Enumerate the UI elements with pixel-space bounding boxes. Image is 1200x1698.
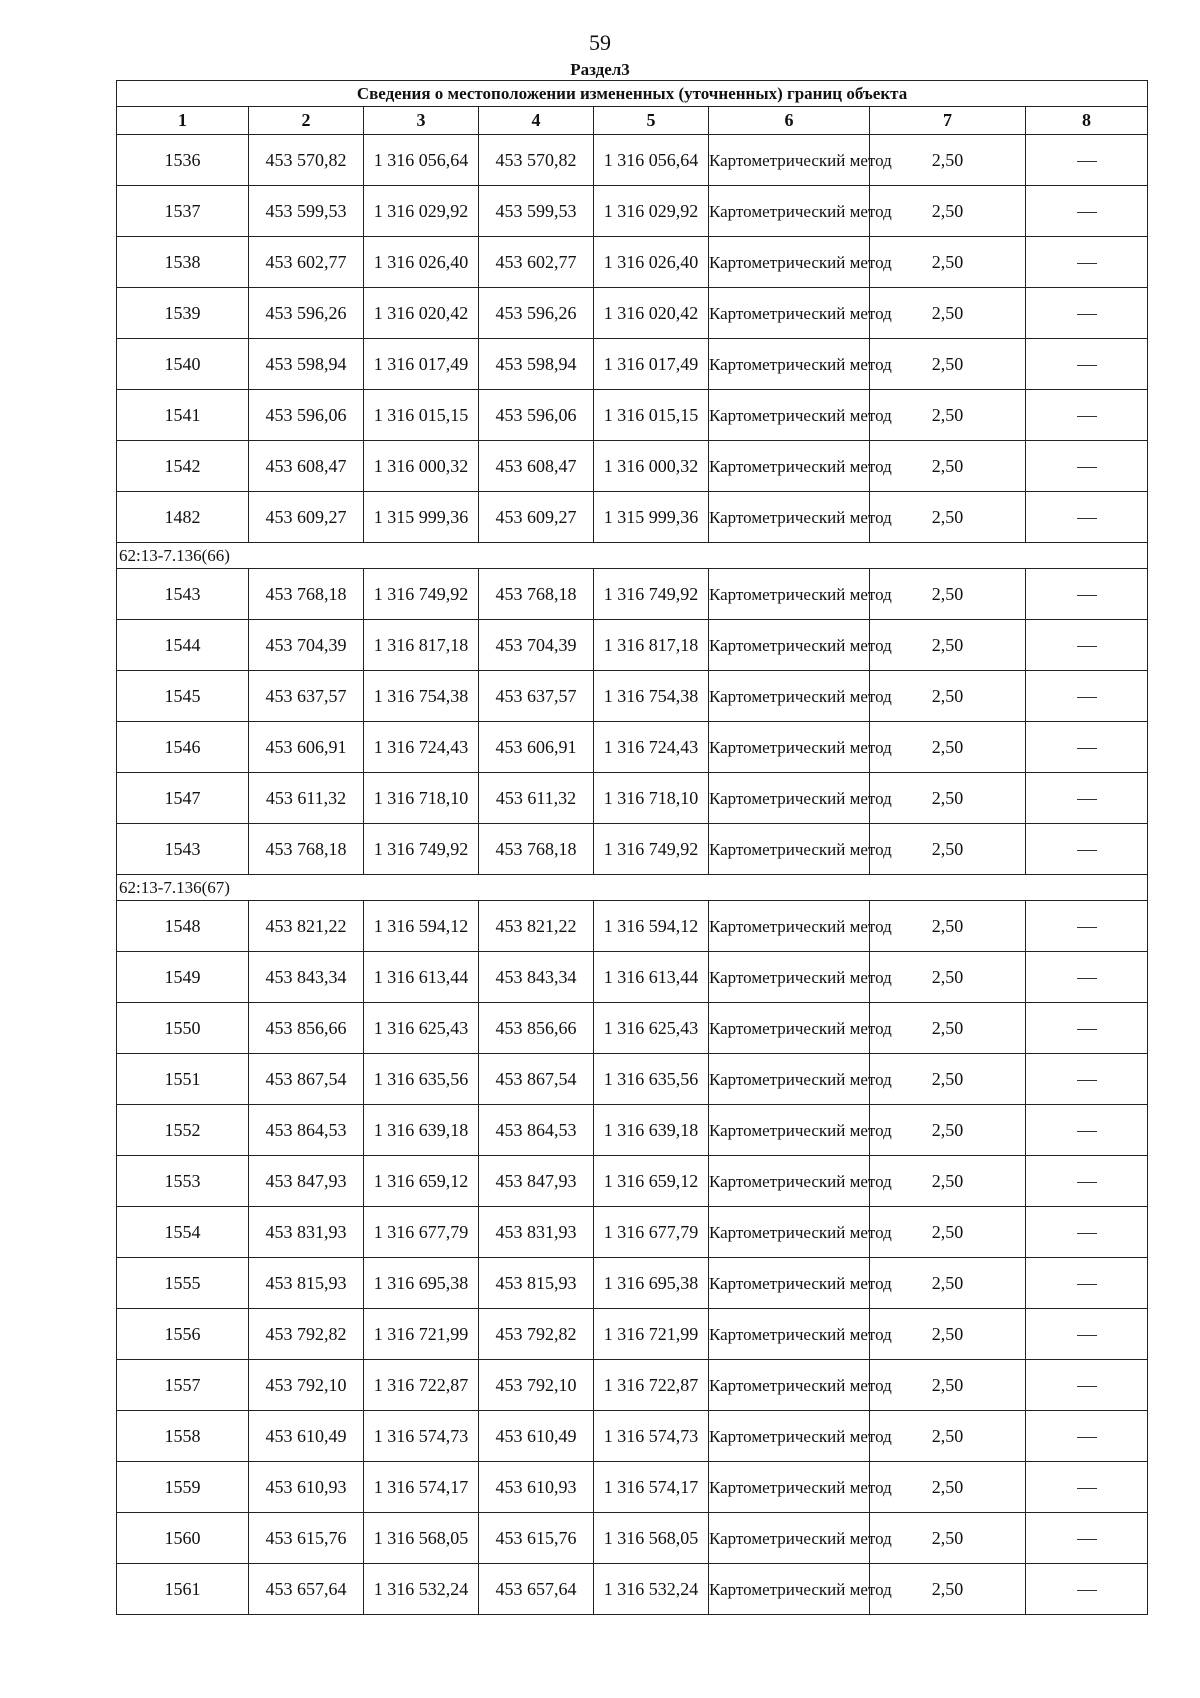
table-cell-col-7: 2,50 (870, 824, 1026, 875)
table-row (117, 773, 1148, 824)
dash-mark (1077, 161, 1097, 162)
table-cell-col-3: 1 316 749,92 (364, 824, 479, 875)
table-cell-col-1: 1545 (117, 671, 249, 722)
table-cell-col-4: 453 831,93 (479, 1207, 594, 1258)
table-cell-col-3: 1 316 817,18 (364, 620, 479, 671)
table-cell-col-2: 453 637,57 (249, 671, 364, 722)
table-row (117, 569, 1148, 620)
group-row (117, 875, 1148, 901)
table-cell-col-7: 2,50 (870, 1360, 1026, 1411)
table-cell-col-5: 1 315 999,36 (594, 492, 709, 543)
table-cell-col-6: Картометрический метод (709, 492, 870, 543)
table-cell-col-8 (1026, 1003, 1148, 1054)
table-row (117, 339, 1148, 390)
table-cell-col-1: 1547 (117, 773, 249, 824)
table-cell-col-3: 1 316 026,40 (364, 237, 479, 288)
table-cell-col-4: 453 792,82 (479, 1309, 594, 1360)
dash-mark (1077, 1386, 1097, 1387)
table-cell-col-3: 1 315 999,36 (364, 492, 479, 543)
dash-mark (1077, 646, 1097, 647)
table-cell-col-2: 453 657,64 (249, 1564, 364, 1615)
table-cell-col-4: 453 864,53 (479, 1105, 594, 1156)
table-row (117, 1003, 1148, 1054)
dash-mark (1077, 467, 1097, 468)
table-cell-col-5: 1 316 056,64 (594, 135, 709, 186)
dash-mark (1077, 263, 1097, 264)
column-number-5: 5 (594, 107, 709, 135)
table-cell-col-5: 1 316 625,43 (594, 1003, 709, 1054)
dash-mark (1077, 697, 1097, 698)
table-cell-col-6: Картометрический метод (709, 1003, 870, 1054)
table-cell-col-4: 453 606,91 (479, 722, 594, 773)
table-cell-col-1: 1540 (117, 339, 249, 390)
dash-mark (1077, 595, 1097, 596)
boundaries-table (116, 80, 1148, 1615)
table-cell-col-4: 453 821,22 (479, 901, 594, 952)
table-cell-col-3: 1 316 574,17 (364, 1462, 479, 1513)
table-cell-col-5: 1 316 724,43 (594, 722, 709, 773)
table-cell-col-1: 1543 (117, 569, 249, 620)
table-cell-col-6: Картометрический метод (709, 1513, 870, 1564)
dash-mark (1077, 365, 1097, 366)
table-cell-col-5: 1 316 020,42 (594, 288, 709, 339)
table-cell-col-1: 1542 (117, 441, 249, 492)
table-cell-col-7: 2,50 (870, 441, 1026, 492)
table-cell-col-7: 2,50 (870, 390, 1026, 441)
table-cell-col-1: 1552 (117, 1105, 249, 1156)
table-cell-col-8 (1026, 620, 1148, 671)
table-cell-col-6: Картометрический метод (709, 1360, 870, 1411)
table-cell-col-4: 453 609,27 (479, 492, 594, 543)
table-cell-col-3: 1 316 029,92 (364, 186, 479, 237)
dash-mark (1077, 927, 1097, 928)
table-cell-col-5: 1 316 613,44 (594, 952, 709, 1003)
table-cell-col-3: 1 316 722,87 (364, 1360, 479, 1411)
table-cell-col-6: Картометрический метод (709, 1258, 870, 1309)
table-row (117, 1411, 1148, 1462)
table-cell-col-5: 1 316 594,12 (594, 901, 709, 952)
table-row (117, 1258, 1148, 1309)
table-cell-col-6: Картометрический метод (709, 824, 870, 875)
table-cell-col-5: 1 316 568,05 (594, 1513, 709, 1564)
table-cell-col-6: Картометрический метод (709, 135, 870, 186)
table-row (117, 1462, 1148, 1513)
table-cell-col-3: 1 316 754,38 (364, 671, 479, 722)
table-cell-col-8 (1026, 492, 1148, 543)
table-cell-col-4: 453 596,06 (479, 390, 594, 441)
table-cell-col-2: 453 768,18 (249, 569, 364, 620)
table-row (117, 1309, 1148, 1360)
table-cell-col-3: 1 316 613,44 (364, 952, 479, 1003)
table-cell-col-8 (1026, 186, 1148, 237)
table-cell-col-7: 2,50 (870, 1003, 1026, 1054)
table-cell-col-5: 1 316 000,32 (594, 441, 709, 492)
table-cell-col-4: 453 615,76 (479, 1513, 594, 1564)
table-cell-col-3: 1 316 532,24 (364, 1564, 479, 1615)
table-cell-col-7: 2,50 (870, 237, 1026, 288)
table-body (117, 135, 1148, 1615)
table-cell-col-8 (1026, 1309, 1148, 1360)
table-cell-col-5: 1 316 722,87 (594, 1360, 709, 1411)
table-cell-col-7: 2,50 (870, 339, 1026, 390)
table-row (117, 441, 1148, 492)
table-cell-col-1: 1550 (117, 1003, 249, 1054)
table-cell-col-4: 453 610,49 (479, 1411, 594, 1462)
table-row (117, 1207, 1148, 1258)
table-cell-col-4: 453 611,32 (479, 773, 594, 824)
table-cell-col-8 (1026, 824, 1148, 875)
table-cell-col-3: 1 316 724,43 (364, 722, 479, 773)
table-cell-col-2: 453 596,06 (249, 390, 364, 441)
table-cell-col-3: 1 316 017,49 (364, 339, 479, 390)
table-cell-col-4: 453 608,47 (479, 441, 594, 492)
table-cell-col-5: 1 316 695,38 (594, 1258, 709, 1309)
table-cell-col-2: 453 570,82 (249, 135, 364, 186)
table-cell-col-1: 1555 (117, 1258, 249, 1309)
table-cell-col-2: 453 792,10 (249, 1360, 364, 1411)
table-cell-col-3: 1 316 594,12 (364, 901, 479, 952)
table-cell-col-2: 453 609,27 (249, 492, 364, 543)
table-cell-col-8 (1026, 1513, 1148, 1564)
dash-mark (1077, 1131, 1097, 1132)
table-cell-col-3: 1 316 635,56 (364, 1054, 479, 1105)
table-cell-col-2: 453 596,26 (249, 288, 364, 339)
table-cell-col-5: 1 316 639,18 (594, 1105, 709, 1156)
column-number-4: 4 (479, 107, 594, 135)
table-cell-col-1: 1543 (117, 824, 249, 875)
table-row (117, 671, 1148, 722)
table-cell-col-7: 2,50 (870, 1258, 1026, 1309)
table-row (117, 620, 1148, 671)
table-cell-col-6: Картометрический метод (709, 186, 870, 237)
table-cell-col-6: Картометрический метод (709, 1411, 870, 1462)
table-row (117, 135, 1148, 186)
table-cell-col-7: 2,50 (870, 620, 1026, 671)
section-title: Раздел3 (570, 60, 630, 79)
table-cell-col-6: Картометрический метод (709, 952, 870, 1003)
dash-mark (1077, 1335, 1097, 1336)
table-cell-col-5: 1 316 754,38 (594, 671, 709, 722)
table-cell-col-5: 1 316 749,92 (594, 824, 709, 875)
table-cell-col-6: Картометрический метод (709, 288, 870, 339)
table-cell-col-1: 1559 (117, 1462, 249, 1513)
table-cell-col-7: 2,50 (870, 952, 1026, 1003)
column-number-8: 8 (1026, 107, 1148, 135)
table-cell-col-3: 1 316 695,38 (364, 1258, 479, 1309)
table-cell-col-4: 453 602,77 (479, 237, 594, 288)
dash-mark (1077, 518, 1097, 519)
dash-mark (1077, 314, 1097, 315)
table-cell-col-4: 453 856,66 (479, 1003, 594, 1054)
dash-mark (1077, 416, 1097, 417)
table-cell-col-6: Картометрический метод (709, 390, 870, 441)
table-cell-col-6: Картометрический метод (709, 1207, 870, 1258)
column-number-3: 3 (364, 107, 479, 135)
table-cell-col-3: 1 316 056,64 (364, 135, 479, 186)
table-cell-col-8 (1026, 1156, 1148, 1207)
table-cell-col-8 (1026, 390, 1148, 441)
table-row (117, 824, 1148, 875)
table-cell-col-7: 2,50 (870, 288, 1026, 339)
table-cell-col-3: 1 316 015,15 (364, 390, 479, 441)
table-row (117, 1105, 1148, 1156)
table-cell-col-1: 1544 (117, 620, 249, 671)
table-cell-col-5: 1 316 574,17 (594, 1462, 709, 1513)
table-cell-col-1: 1539 (117, 288, 249, 339)
table-cell-col-5: 1 316 017,49 (594, 339, 709, 390)
table-cell-col-4: 453 637,57 (479, 671, 594, 722)
dash-mark (1077, 1539, 1097, 1540)
table-caption: Сведения о местоположении измененных (уточненных) границ объекта (117, 81, 1148, 107)
dash-mark (1077, 1488, 1097, 1489)
table-cell-col-5: 1 316 677,79 (594, 1207, 709, 1258)
table-cell-col-8 (1026, 952, 1148, 1003)
table-cell-col-6: Картометрический метод (709, 441, 870, 492)
table-cell-col-2: 453 843,34 (249, 952, 364, 1003)
table-cell-col-5: 1 316 029,92 (594, 186, 709, 237)
table-cell-col-2: 453 768,18 (249, 824, 364, 875)
table-cell-col-7: 2,50 (870, 1564, 1026, 1615)
dash-mark (1077, 1029, 1097, 1030)
table-cell-col-4: 453 570,82 (479, 135, 594, 186)
table-cell-col-2: 453 792,82 (249, 1309, 364, 1360)
table-row (117, 1564, 1148, 1615)
page-number: 59 (589, 30, 611, 55)
table-cell-col-1: 1554 (117, 1207, 249, 1258)
table-cell-col-1: 1482 (117, 492, 249, 543)
table-cell-col-4: 453 598,94 (479, 339, 594, 390)
column-number-6: 6 (709, 107, 870, 135)
table-cell-col-8 (1026, 722, 1148, 773)
table-cell-col-1: 1546 (117, 722, 249, 773)
table-cell-col-8 (1026, 901, 1148, 952)
table-cell-col-2: 453 867,54 (249, 1054, 364, 1105)
table-cell-col-5: 1 316 817,18 (594, 620, 709, 671)
table-row (117, 1360, 1148, 1411)
table-cell-col-5: 1 316 749,92 (594, 569, 709, 620)
table-cell-col-1: 1556 (117, 1309, 249, 1360)
table-row (117, 1156, 1148, 1207)
table-cell-col-5: 1 316 635,56 (594, 1054, 709, 1105)
table-cell-col-1: 1536 (117, 135, 249, 186)
table-cell-col-8 (1026, 237, 1148, 288)
table-cell-col-8 (1026, 1564, 1148, 1615)
table-cell-col-7: 2,50 (870, 186, 1026, 237)
table-cell-col-7: 2,50 (870, 901, 1026, 952)
group-label: 62:13-7.136(66) (117, 543, 1148, 569)
table-cell-col-8 (1026, 1054, 1148, 1105)
table-cell-col-6: Картометрический метод (709, 773, 870, 824)
table-cell-col-4: 453 843,34 (479, 952, 594, 1003)
group-label: 62:13-7.136(67) (117, 875, 1148, 901)
table-cell-col-3: 1 316 718,10 (364, 773, 479, 824)
column-number-1: 1 (117, 107, 249, 135)
table-cell-col-6: Картометрический метод (709, 671, 870, 722)
table-cell-col-7: 2,50 (870, 722, 1026, 773)
table-cell-col-5: 1 316 532,24 (594, 1564, 709, 1615)
table-cell-col-7: 2,50 (870, 671, 1026, 722)
table-cell-col-1: 1548 (117, 901, 249, 952)
table-cell-col-8 (1026, 671, 1148, 722)
table-cell-col-8 (1026, 1360, 1148, 1411)
table-cell-col-6: Картометрический метод (709, 1462, 870, 1513)
table-row (117, 390, 1148, 441)
table-cell-col-4: 453 815,93 (479, 1258, 594, 1309)
table-cell-col-7: 2,50 (870, 1462, 1026, 1513)
table-row (117, 186, 1148, 237)
table-cell-col-6: Картометрический метод (709, 237, 870, 288)
table-cell-col-7: 2,50 (870, 1309, 1026, 1360)
table-cell-col-8 (1026, 135, 1148, 186)
table-row (117, 288, 1148, 339)
table-cell-col-7: 2,50 (870, 1105, 1026, 1156)
table-cell-col-4: 453 867,54 (479, 1054, 594, 1105)
table-cell-col-6: Картометрический метод (709, 1156, 870, 1207)
table-cell-col-2: 453 856,66 (249, 1003, 364, 1054)
dash-mark (1077, 1284, 1097, 1285)
table-cell-col-2: 453 821,22 (249, 901, 364, 952)
dash-mark (1077, 1437, 1097, 1438)
table-cell-col-4: 453 596,26 (479, 288, 594, 339)
table-row (117, 492, 1148, 543)
column-number-2: 2 (249, 107, 364, 135)
table-cell-col-1: 1561 (117, 1564, 249, 1615)
table-cell-col-3: 1 316 000,32 (364, 441, 479, 492)
table-cell-col-2: 453 704,39 (249, 620, 364, 671)
table-cell-col-8 (1026, 288, 1148, 339)
table-cell-col-2: 453 608,47 (249, 441, 364, 492)
table-row (117, 952, 1148, 1003)
column-number-row (117, 107, 1148, 135)
table-cell-col-2: 453 599,53 (249, 186, 364, 237)
table-cell-col-6: Картометрический метод (709, 569, 870, 620)
dash-mark (1077, 1233, 1097, 1234)
table-cell-col-4: 453 704,39 (479, 620, 594, 671)
dash-mark (1077, 1080, 1097, 1081)
table-cell-col-7: 2,50 (870, 135, 1026, 186)
table-cell-col-4: 453 657,64 (479, 1564, 594, 1615)
table-cell-col-7: 2,50 (870, 1207, 1026, 1258)
table-cell-col-6: Картометрический метод (709, 1054, 870, 1105)
table-cell-col-2: 453 606,91 (249, 722, 364, 773)
table-cell-col-1: 1558 (117, 1411, 249, 1462)
dash-mark (1077, 799, 1097, 800)
table-cell-col-3: 1 316 639,18 (364, 1105, 479, 1156)
table-cell-col-4: 453 768,18 (479, 569, 594, 620)
table-cell-col-4: 453 792,10 (479, 1360, 594, 1411)
table-cell-col-6: Картометрический метод (709, 1564, 870, 1615)
table-cell-col-3: 1 316 568,05 (364, 1513, 479, 1564)
table-cell-col-3: 1 316 574,73 (364, 1411, 479, 1462)
dash-mark (1077, 1182, 1097, 1183)
table-row (117, 237, 1148, 288)
table-cell-col-2: 453 615,76 (249, 1513, 364, 1564)
table-cell-col-7: 2,50 (870, 773, 1026, 824)
table-cell-col-8 (1026, 1258, 1148, 1309)
table-cell-col-1: 1553 (117, 1156, 249, 1207)
table-row (117, 1054, 1148, 1105)
table-cell-col-1: 1541 (117, 390, 249, 441)
table-cell-col-6: Картометрический метод (709, 1309, 870, 1360)
table-cell-col-8 (1026, 1462, 1148, 1513)
table-cell-col-5: 1 316 015,15 (594, 390, 709, 441)
dash-mark (1077, 1590, 1097, 1591)
table-cell-col-2: 453 831,93 (249, 1207, 364, 1258)
table-cell-col-6: Картометрический метод (709, 339, 870, 390)
table-cell-col-8 (1026, 569, 1148, 620)
table-cell-col-7: 2,50 (870, 1156, 1026, 1207)
table-cell-col-6: Картометрический метод (709, 901, 870, 952)
table-cell-col-3: 1 316 625,43 (364, 1003, 479, 1054)
table-cell-col-2: 453 598,94 (249, 339, 364, 390)
table-cell-col-2: 453 864,53 (249, 1105, 364, 1156)
table-cell-col-2: 453 847,93 (249, 1156, 364, 1207)
table-cell-col-8 (1026, 773, 1148, 824)
table-row (117, 1513, 1148, 1564)
table-cell-col-3: 1 316 659,12 (364, 1156, 479, 1207)
table-cell-col-3: 1 316 721,99 (364, 1309, 479, 1360)
dash-mark (1077, 748, 1097, 749)
table-cell-col-8 (1026, 339, 1148, 390)
table-cell-col-8 (1026, 441, 1148, 492)
table-cell-col-6: Картометрический метод (709, 1105, 870, 1156)
table-cell-col-8 (1026, 1207, 1148, 1258)
dash-mark (1077, 850, 1097, 851)
table-cell-col-2: 453 610,49 (249, 1411, 364, 1462)
dash-mark (1077, 212, 1097, 213)
table-cell-col-2: 453 815,93 (249, 1258, 364, 1309)
table-row (117, 901, 1148, 952)
table-cell-col-7: 2,50 (870, 1513, 1026, 1564)
table-row (117, 722, 1148, 773)
table-cell-col-8 (1026, 1105, 1148, 1156)
table-cell-col-3: 1 316 020,42 (364, 288, 479, 339)
table-cell-col-2: 453 602,77 (249, 237, 364, 288)
table-cell-col-4: 453 610,93 (479, 1462, 594, 1513)
table-cell-col-1: 1538 (117, 237, 249, 288)
table-cell-col-6: Картометрический метод (709, 722, 870, 773)
table-cell-col-1: 1551 (117, 1054, 249, 1105)
table-cell-col-4: 453 847,93 (479, 1156, 594, 1207)
column-number-7: 7 (870, 107, 1026, 135)
table-cell-col-5: 1 316 718,10 (594, 773, 709, 824)
table-cell-col-2: 453 611,32 (249, 773, 364, 824)
table-cell-col-7: 2,50 (870, 1411, 1026, 1462)
table-cell-col-4: 453 768,18 (479, 824, 594, 875)
dash-mark (1077, 978, 1097, 979)
group-row (117, 543, 1148, 569)
table-cell-col-5: 1 316 026,40 (594, 237, 709, 288)
table-cell-col-8 (1026, 1411, 1148, 1462)
table-cell-col-4: 453 599,53 (479, 186, 594, 237)
table-cell-col-5: 1 316 721,99 (594, 1309, 709, 1360)
table-cell-col-3: 1 316 749,92 (364, 569, 479, 620)
table-cell-col-1: 1549 (117, 952, 249, 1003)
table-cell-col-7: 2,50 (870, 1054, 1026, 1105)
table-cell-col-1: 1557 (117, 1360, 249, 1411)
table-cell-col-2: 453 610,93 (249, 1462, 364, 1513)
table-cell-col-3: 1 316 677,79 (364, 1207, 479, 1258)
table-cell-col-5: 1 316 574,73 (594, 1411, 709, 1462)
table-cell-col-1: 1537 (117, 186, 249, 237)
table-cell-col-6: Картометрический метод (709, 620, 870, 671)
table-cell-col-1: 1560 (117, 1513, 249, 1564)
table-cell-col-7: 2,50 (870, 569, 1026, 620)
table-cell-col-7: 2,50 (870, 492, 1026, 543)
table-cell-col-5: 1 316 659,12 (594, 1156, 709, 1207)
